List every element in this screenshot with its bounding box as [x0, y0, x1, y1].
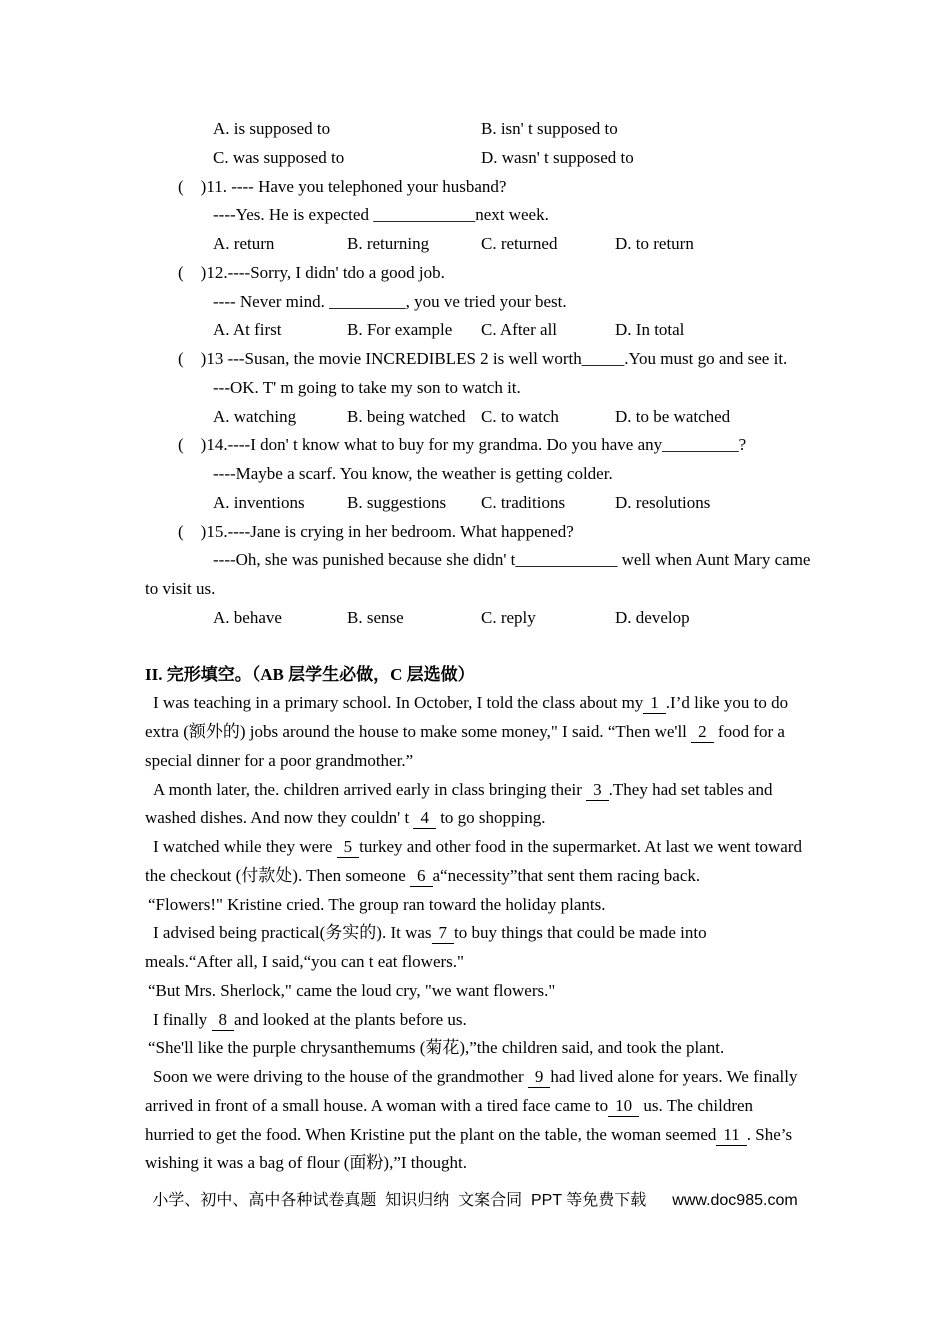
option-item: A. inventions [213, 492, 305, 512]
question-line: ( )15.----Jane is crying in her bedroom. What happened? [178, 521, 574, 541]
cloze-run: hurried to get the food. When Kristine put the plant on the table, the woman seemed [145, 1124, 717, 1144]
cloze-line [145, 891, 950, 920]
option-item: A. watching [213, 406, 297, 426]
cloze-run: to buy things that could be made into [454, 923, 707, 943]
cloze-run: food for a [713, 722, 785, 741]
cloze-run: a“necessity”that sent them racing back. [432, 865, 701, 885]
option-item: D. to be watched [615, 406, 731, 426]
cloze-run: “But Mrs. Sherlock," came the loud cry, "we want flowers." [148, 980, 556, 1000]
option-item: C. was supposed to [213, 147, 345, 167]
footer-site-url: www.doc985.com [672, 1192, 798, 1209]
option-item: B. being watched [347, 406, 466, 426]
cloze-line [145, 718, 950, 747]
option-item: D. develop [615, 607, 690, 627]
cloze-line [145, 804, 950, 833]
response-line: ----Oh, she was punished because she didn' t____________ well when Aunt Mary came [213, 550, 811, 570]
option-row [145, 316, 950, 345]
cloze-blank: 11 [716, 1125, 746, 1146]
cloze-line [145, 747, 950, 776]
cloze-run: washed dishes. And now they couldn' t [145, 808, 414, 828]
cloze-run: “She'll like the purple chrysanthemums (菊花),”the children said, and took the plant. [148, 1038, 725, 1058]
cloze-blank: 6 [410, 866, 433, 887]
cloze-run: special dinner for a poor grandmother.” [145, 750, 414, 770]
cloze-line [145, 948, 950, 977]
cloze-line [145, 1092, 950, 1121]
option-item: A. At first [213, 320, 282, 340]
option-row [145, 230, 950, 259]
question-line: ( )11. ---- Have you telephoned your husband? [178, 176, 507, 196]
cloze-run: meals.“After all, I said,“you can t eat flowers." [145, 952, 464, 971]
continuation-line: to visit us. [145, 579, 216, 598]
cloze-run: I finally [153, 1009, 212, 1029]
cloze-run: A month later, the. children arrived early in class bringing their [153, 779, 587, 799]
cloze-blank: 5 [337, 837, 360, 858]
option-row [145, 604, 950, 633]
cloze-line [145, 862, 950, 891]
page-footer [0, 1187, 950, 1210]
option-item: B. sense [347, 607, 404, 627]
option-item: B. isn' t supposed to [481, 119, 618, 138]
cloze-blank: 1 [643, 693, 666, 714]
option-item: B. returning [347, 234, 430, 253]
option-item: D. resolutions [615, 492, 711, 512]
cloze-blank: 10 [608, 1096, 639, 1117]
option-item: D. In total [615, 320, 685, 340]
cloze-line [145, 1149, 950, 1178]
cloze-run: I watched while they were [153, 837, 337, 856]
option-row [145, 115, 950, 144]
cloze-run: extra (额外的) jobs around the house to make some money," I said. “Then we'll [145, 722, 692, 741]
cloze-run: us. The children [639, 1095, 754, 1115]
cloze-blank: 4 [413, 808, 436, 829]
cloze-run: arrived in front of a small house. A woman with a tired face came to [145, 1095, 609, 1115]
option-item: A. behave [213, 607, 282, 627]
cloze-run: and looked at the plants before us. [234, 1009, 467, 1029]
choice-section [145, 115, 950, 633]
option-item: C. reply [481, 607, 536, 627]
cloze-section-heading: II. 完形填空。（AB 层学生必做，C 层选做） [145, 664, 475, 684]
option-item: B. For example [347, 320, 453, 340]
cloze-blank: 2 [691, 722, 714, 743]
cloze-run: I advised being practical(务实的). It was [153, 923, 432, 943]
cloze-run: I was teaching in a primary school. In October, I told the class about my [153, 693, 644, 713]
cloze-line [145, 977, 950, 1006]
cloze-run: .I’d like you to do [665, 693, 789, 713]
cloze-run: . She’s [746, 1124, 793, 1144]
cloze-run: .They had set tables and [608, 779, 773, 799]
option-row [145, 403, 950, 432]
cloze-line [145, 1006, 950, 1035]
cloze-run: turkey and other food in the supermarket. At last we went toward [359, 837, 802, 856]
option-item: C. returned [481, 234, 558, 253]
cloze-run: “Flowers!" Kristine cried. The group ran toward the holiday plants. [148, 894, 606, 914]
cloze-blank: 3 [586, 780, 609, 801]
cloze-blank: 8 [212, 1010, 235, 1031]
response-line: ---- Never mind. _________, you ve tried your best. [213, 291, 567, 311]
cloze-line [145, 776, 950, 805]
cloze-line [145, 689, 950, 718]
option-item: A. is supposed to [213, 119, 331, 138]
response-line: ----Maybe a scarf. You know, the weather is getting colder. [213, 464, 613, 483]
option-item: C. After all [481, 320, 558, 340]
option-item: D. wasn' t supposed to [481, 147, 634, 167]
option-item: D. to return [615, 234, 694, 253]
option-row [145, 144, 950, 173]
option-item: A. return [213, 234, 275, 253]
option-item: C. traditions [481, 492, 566, 512]
cloze-run: Soon we were driving to the house of the grandmother [153, 1067, 528, 1086]
question-line: ( )12.----Sorry, I didn' tdo a good job. [178, 262, 445, 282]
question-line: ( )13 ---Susan, the movie INCREDIBLES 2 is well worth_____.You must go and see it. [178, 349, 788, 368]
cloze-line [145, 1063, 950, 1092]
cloze-line [145, 1034, 950, 1063]
question-line: ( )14.----I don' t know what to buy for my grandma. Do you have any_________? [178, 435, 747, 455]
cloze-run: the checkout (付款处). Then someone [145, 865, 411, 885]
option-item: C. to watch [481, 406, 559, 426]
cloze-run: wishing it was a bag of flour (面粉),”I thought. [145, 1153, 467, 1173]
cloze-blank: 7 [432, 923, 455, 944]
footer-promo-text: 小学、初中、高中各种试卷真题 知识归纳 文案合同 PPT 等免费下载 [152, 1192, 647, 1209]
cloze-line [145, 833, 950, 862]
option-item: B. suggestions [347, 492, 447, 512]
cloze-blank: 9 [528, 1067, 551, 1088]
response-line: ---OK. T' m going to take my son to watch it. [213, 377, 521, 397]
cloze-line [145, 919, 950, 948]
option-row [145, 489, 950, 518]
cloze-line [145, 1121, 950, 1150]
cloze-run: to go shopping. [435, 808, 546, 828]
cloze-run: had lived alone for years. We finally [550, 1067, 798, 1086]
response-line: ----Yes. He is expected ____________next week. [213, 205, 549, 225]
cloze-text [145, 689, 950, 1178]
